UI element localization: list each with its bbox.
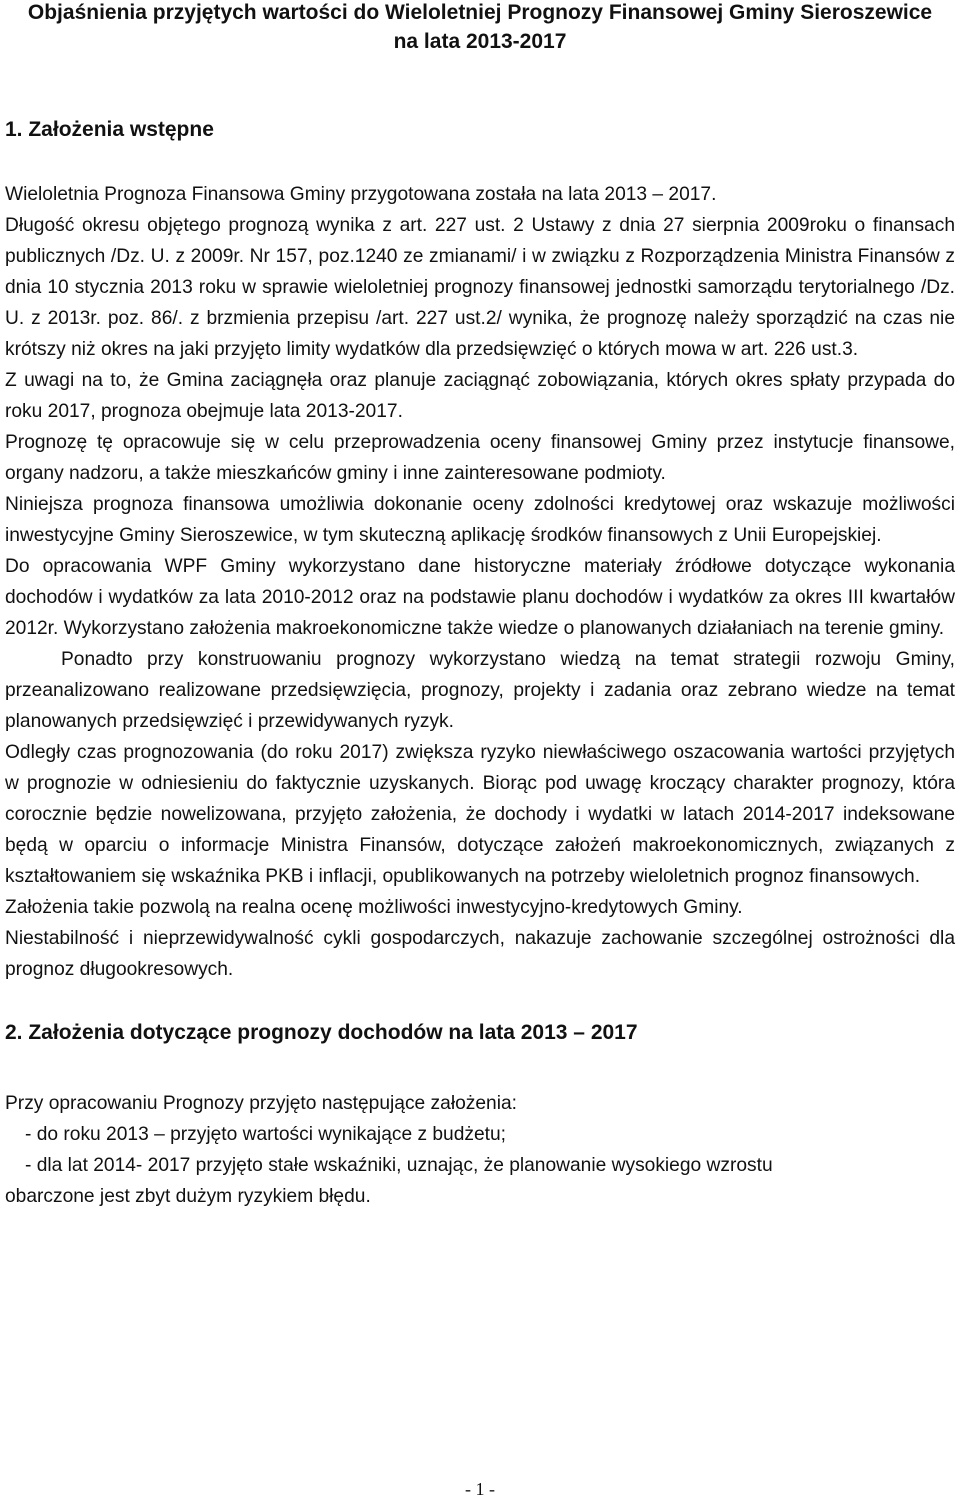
paragraph-7: Ponadto przy konstruowaniu prognozy wykorzystano wiedzą na temat strategii rozwoju Gminy, przeanalizowano realizowane przedsięwzięcia, prognozy, projekty i zadania oraz zebrano wiedze na temat planowanych przedsięwzięć i przewidywanych ryzyk. — [5, 649, 955, 732]
paragraph-1: Wieloletnia Prognoza Finansowa Gminy przygotowana została na lata 2013 – 2017. — [5, 184, 717, 205]
list-item-continuation: obarczone jest zbyt dużym ryzykiem błędu. — [5, 1186, 371, 1207]
paragraph-10: Niestabilność i nieprzewidywalność cykli gospodarczych, nakazuje zachowanie szczególnej ostrożności dla prognoz długookresowych. — [5, 928, 955, 980]
paragraph-5: Niniejsza prognoza finansowa umożliwia dokonanie oceny zdolności kredytowej oraz wskazuje możliwości inwestycyjne Gminy Sieroszewice, w tym skuteczną aplikację środków finansowych z Unii Europejskiej. — [5, 494, 955, 546]
paragraph-3: Z uwagi na to, że Gmina zaciągnęła oraz planuje zaciągnąć zobowiązania, których okres spłaty przypada do roku 2017, prognoza obejmuje lata 2013-2017. — [5, 370, 955, 422]
list-item: - do roku 2013 – przyjęto wartości wynikające z budżetu; — [25, 1124, 506, 1145]
section-2-heading: 2. Założenia dotyczące prognozy dochodów na lata 2013 – 2017 — [5, 1021, 638, 1044]
section-2-intro: Przy opracowaniu Prognozy przyjęto następujące założenia: — [5, 1093, 517, 1114]
paragraph-4: Prognozę tę opracowuje się w celu przeprowadzenia oceny finansowej Gminy przez instytucje finansowe, organy nadzoru, a także mieszkańców gminy i inne zainteresowane podmioty. — [5, 432, 955, 484]
paragraph-2: Długość okresu objętego prognozą wynika z art. 227 ust. 2 Ustawy z dnia 27 sierpnia 2009roku o finansach publicznych /Dz. U. z 2009r. Nr 157, poz.1240 ze zmianami/ i w związku z Rozporządzenia Ministra Finansów z dnia 10 stycznia 2013 roku w sprawie wieloletniej prognozy finansowej jednostki samorządu terytorialnego /Dz. U. z 2013r. poz. 86/. z brzmienia przepisu /art. 227 ust.2/ wynika, że prognozę należy sporządzić na czas nie krótszy niż okres na jaki przyjęto limity wydatków dla przedsięwzięć o których mowa w art. 226 ust.3. — [5, 215, 955, 360]
paragraph-8: Odległy czas prognozowania (do roku 2017) zwiększa ryzyko niewłaściwego oszacowania wartości przyjętych w prognozie w odniesieniu do faktycznie uzyskanych. Biorąc pod uwagę kroczący charakter prognozy, która corocznie będzie nowelizowana, przyjęto założenia, że dochody i wydatki w latach 2014-2017 indeksowane będą w oparciu o informacje Ministra Finansów, dotyczące założeń makroekonomicznych, związanych z kształtowaniem się wskaźnika PKB i inflacji, opublikowanych na potrzeby wieloletnich prognoz finansowych. — [5, 742, 955, 887]
document-title — [5, 0, 955, 56]
paragraph-6: Do opracowania WPF Gminy wykorzystano dane historyczne materiały źródłowe dotyczące wykonania dochodów i wydatków za lata 2010-2012 oraz na podstawie planu dochodów i wydatków za okres III kwartałów 2012r. Wykorzystano założenia makroekonomiczne także wiedze o planowanych działaniach na terenie gminy. — [5, 556, 955, 639]
assumptions-list — [5, 1119, 955, 1212]
title-line-1: Objaśnienia przyjętych wartości do Wieloletniej Prognozy Finansowej Gminy Sieroszewice — [27, 1, 933, 24]
list-item: - dla lat 2014- 2017 przyjęto stałe wskaźniki, uznając, że planowanie wysokiego wzrostu — [25, 1155, 773, 1176]
paragraph-9: Założenia takie pozwolą na realna ocenę możliwości inwestycyjno-kredytowych Gminy. — [5, 897, 743, 918]
page-number: - 1 - — [465, 1479, 495, 1499]
document-page — [5, 0, 955, 1212]
section-1-heading: 1. Założenia wstępne — [5, 118, 214, 141]
title-line-2: na lata 2013-2017 — [393, 30, 567, 53]
section-1-body — [5, 179, 955, 985]
